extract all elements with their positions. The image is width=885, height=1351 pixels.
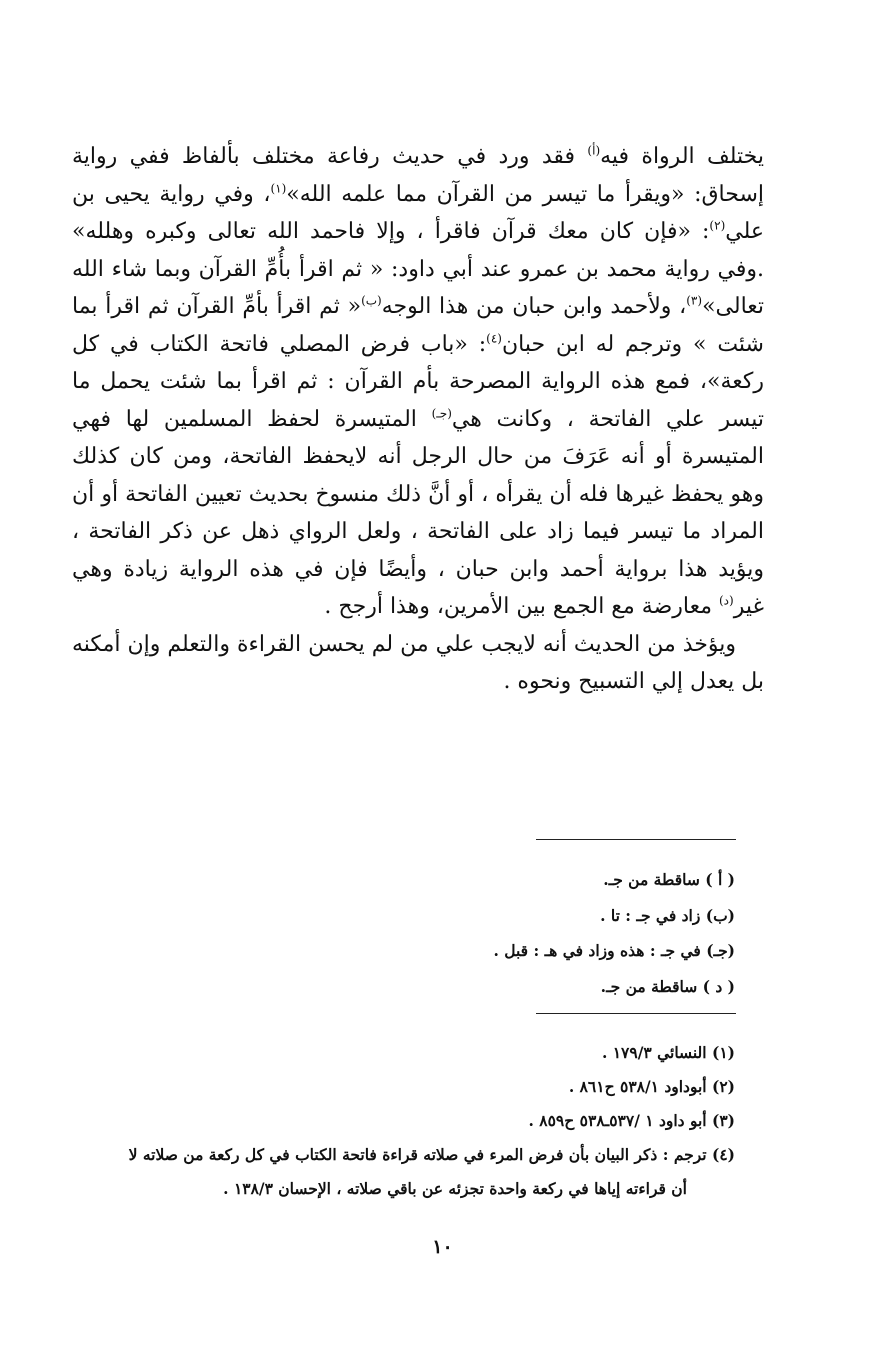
footnote-divider: [536, 1013, 736, 1014]
footnote-marker-2: (٢): [709, 218, 726, 233]
body-text-segment: « ثم اقرأ بأمِّ القرآن ثم اقرأ بما شئت » وترجم له ابن حبان: [72, 294, 764, 357]
footnote-2: (٢) أبوداود ٥٣٨/١ ح٨٦١ .: [568, 1077, 735, 1096]
footnote-marker-4: (٤): [486, 331, 502, 346]
body-text-segment: ، ولأحمد وابن حبان من هذا الوجه: [381, 294, 687, 319]
footnote-4: (٤) ترجم : ذكر البيان بأن فرض المرء في صلاته قراءة فاتحة الكتاب في كل ركعة من صلاته لا: [128, 1145, 735, 1164]
footnote-marker-a: (أ): [587, 143, 601, 158]
letter-footnotes: [335, 862, 735, 1004]
footnote-4-continuation: أن قراءته إياها في ركعة واحدة تجزئه عن باقي صلاته ، الإحسان ١٣٨/٣ .: [223, 1179, 687, 1198]
body-text-segment: فقد ورد في حديث رفاعة مختلف بألفاظ ففي رواية إسحاق: «ويقرأ ما تيسر من القرآن مما علمه الله»: [72, 144, 765, 207]
footnote-divider: [536, 839, 736, 840]
page-number: ١٠: [432, 1236, 453, 1258]
footnote-b: (ب) زاد في جـ : تا .: [600, 905, 735, 925]
body-text-segment: : «باب فرض المصلي فاتحة الكتاب في كل ركعة»، فمع هذه الرواية المصرحة بأم القرآن : ثم اقرأ بما شئت يحمل ما تيسر علي الفاتحة ، وكانت هي: [72, 331, 765, 432]
footnote-c: (جـ) في جـ : هذه وزاد في هـ : قبل .: [493, 941, 735, 960]
main-body-text: [72, 138, 764, 701]
body-text-segment: : «فإن كان معك قرآن فاقرأ ، وإلا فاحمد الله تعالى وكبره وهلله» .وفي رواية محمد بن عمرو عند أبي داود: « ثم اقرأ بأُمِّ القرآن وبما شاء الله تعالى»: [72, 219, 765, 319]
footnote-marker-d: (د): [718, 593, 734, 608]
numbered-footnotes: [45, 1036, 735, 1206]
footnote-marker-1: (١): [270, 181, 287, 196]
footnote-marker-3: (٣): [686, 293, 703, 308]
footnote-marker-b: (ب): [361, 293, 382, 308]
footnote-marker-c: (جـ): [431, 406, 452, 421]
body-text-segment: معارضة مع الجمع بين الأمرين، وهذا أرجح .: [324, 594, 719, 619]
body-text-segment: ، وفي رواية يحيى بن علي: [72, 181, 764, 244]
body-text-segment: يختلف الرواة فيه: [600, 144, 764, 169]
body-paragraph-2: ويؤخذ من الحديث أنه لايجب علي من لم يحسن القراءة والتعلم وإن أمكنه بل يعدل إلي التسبيح ونحوه .: [72, 631, 764, 694]
footnote-3: (٣) أبو داود ١ /٥٣٧ـ٥٣٨ ح٨٥٩ .: [528, 1111, 735, 1130]
footnote-1: (١) النسائي ١٧٩/٣ .: [601, 1043, 735, 1062]
body-paragraph-1: [72, 138, 764, 626]
body-text-segment: المتيسرة لحفظ المسلمين لها فهي المتيسرة أو أنه عَرَفَ من حال الرجل أنه لايحفظ الفاتحة، ومن كان كذلك وهو يحفظ غيرها فله أن يقرأه ، أو أنَّ ذلك منسوخ بحديث تعيين الفاتحة أو أن المراد ما تيسر فيما زاد على الفاتحة ، ولعل الرواي ذهل عن ذكر الفاتحة ، ويؤيد هذا برواية أحمد وابن حبان ، وأيضًا فإن في هذه الرواية زيادة وهي غير: [72, 406, 764, 619]
footnote-d: ( د ) ساقطة من جـ.: [600, 976, 735, 996]
footnote-a: ( أ ) ساقطة من جـ.: [603, 870, 735, 889]
